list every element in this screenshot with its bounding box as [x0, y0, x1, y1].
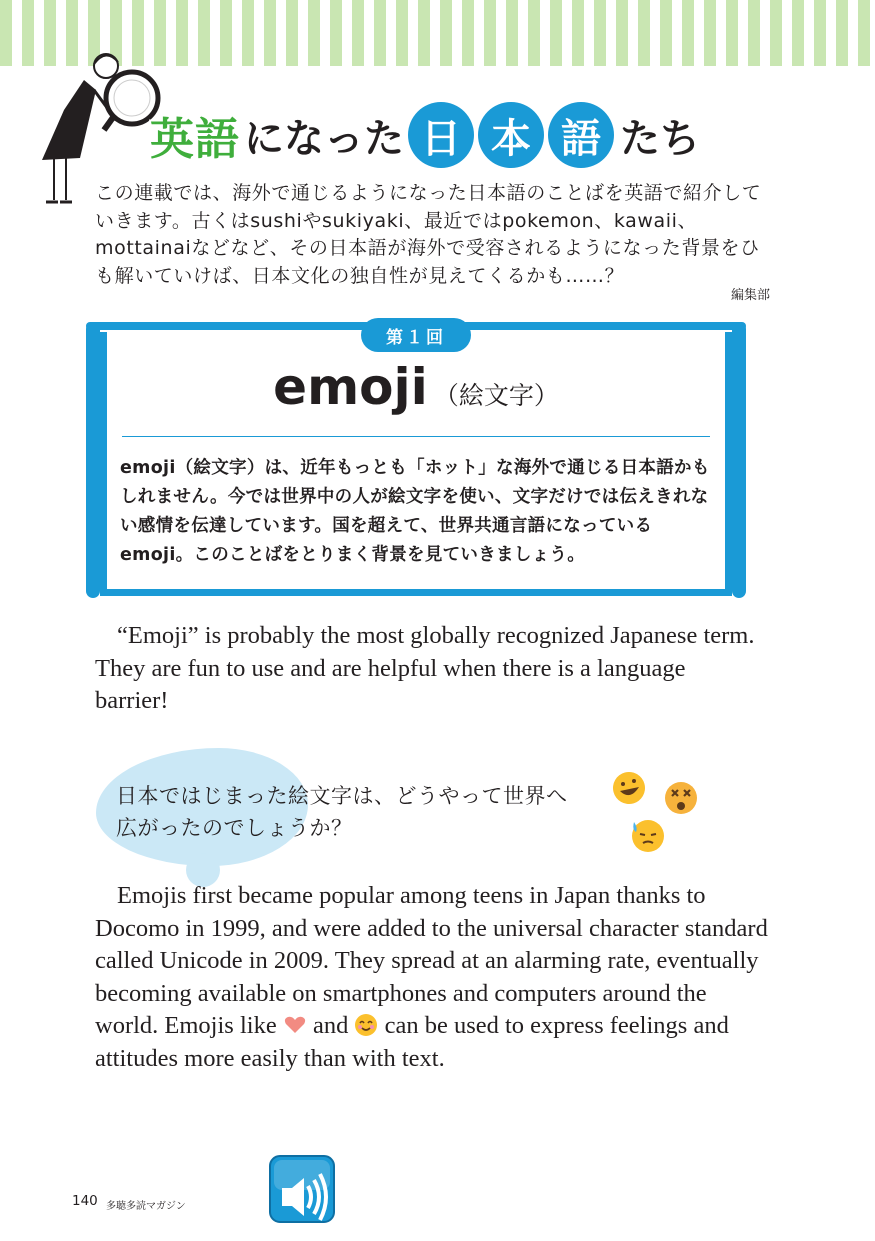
paragraph-2-text-after: can be used to express feelings and attitudes more easily than with text.	[95, 1012, 729, 1072]
feature-box-top-right	[456, 322, 746, 330]
page-number: 140	[72, 1193, 98, 1209]
sweat-face-icon	[630, 818, 666, 854]
series-title	[150, 95, 700, 175]
feature-word-main: emoji	[273, 358, 428, 416]
intro-text: この連載では、海外で通じるようになった日本語のことばを英語で紹介していきます。古くはsushiやsukiyaki、最近ではpokemon、kawaii、mottainaiなどなど、その日本語が海外で受容されるようになった背景をひも解いていけば、日本文化の独自性が見えてくるかも……？	[95, 182, 762, 287]
question-text	[116, 780, 616, 844]
title-english-word: 英語	[150, 114, 240, 165]
feature-word	[86, 358, 746, 416]
paragraph-1-text: “Emoji” is probably the most globally recognized Japanese term. They are fun to use and are helpful when there is a language barrier!	[95, 622, 755, 715]
title-circle-3: 語	[548, 102, 614, 168]
paragraph-2-text-before: Emojis first became popular among teens in Japan thanks to Docomo in 1999, and were added to the universal character standard called Unicode in 2009. They spread at an alarming rate, eventually becoming available on smartphones and computers around the world. Emojis like	[95, 882, 768, 1040]
feature-word-japanese: （絵文字）	[433, 381, 559, 410]
dizzy-face-icon	[663, 780, 699, 816]
episode-badge: 第１回	[361, 318, 471, 352]
title-connector: になった	[244, 115, 404, 162]
paragraph-2-text-middle: and	[306, 1012, 355, 1040]
feature-divider	[122, 436, 710, 437]
heart-icon	[283, 1013, 307, 1037]
smiling-face-icon	[354, 1013, 378, 1037]
title-circle-1: 日	[408, 102, 474, 168]
audio-speaker-icon[interactable]	[268, 1154, 336, 1224]
grinning-face-icon	[611, 770, 647, 806]
feature-box	[86, 322, 746, 596]
editorial-credit: 編集部	[730, 288, 770, 303]
title-circle-2: 本	[478, 102, 544, 168]
paragraph-2	[95, 880, 775, 1076]
magazine-name: 多聴多読マガジン	[106, 1201, 186, 1212]
question-line-1: 日本ではじまった絵文字は、どうやって世界へ	[116, 784, 568, 808]
feature-description: emoji（絵文字）は、近年もっとも「ホット」な海外で通じる日本語かもしれません。今では世界中の人が絵文字を使い、文字だけでは伝えきれない感情を伝達しています。国を超えて、世界共通言語になっているemoji。このことばをとりまく背景を見ていきましょう。	[120, 458, 710, 565]
paragraph-1	[95, 620, 755, 718]
question-line-2: 広がったのでしょうか？	[116, 816, 353, 840]
title-suffix: たち	[620, 115, 700, 162]
feature-box-top-left	[86, 322, 376, 330]
